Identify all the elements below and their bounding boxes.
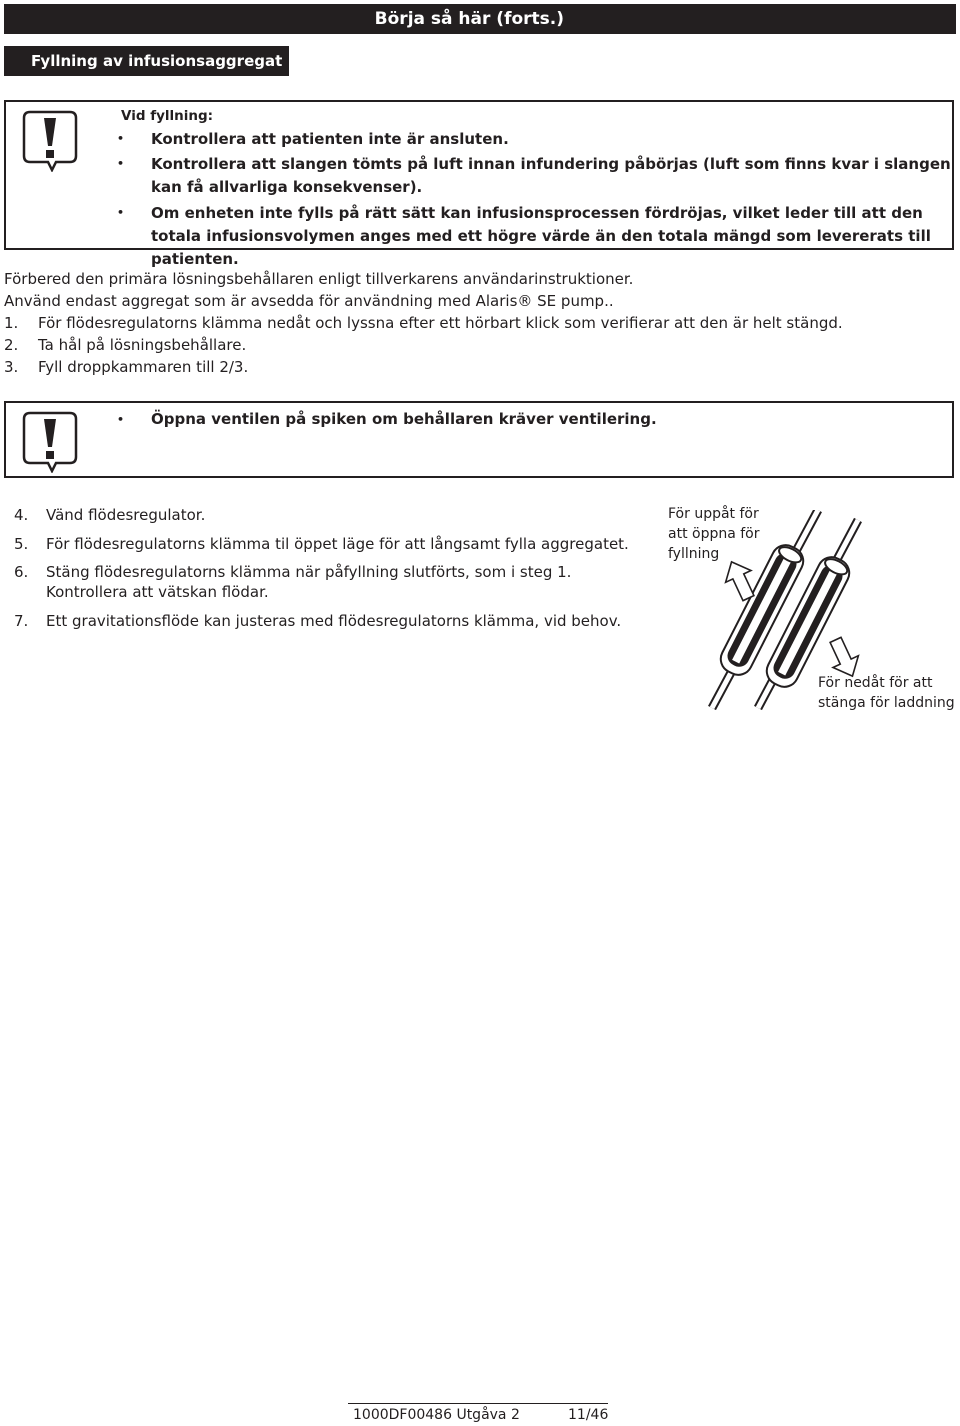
step-number: 1. xyxy=(4,314,19,332)
step-text: För flödesregulatorns klämma nedåt och lyssna efter ett hörbart klick som verifierar att den är helt stängd. xyxy=(38,314,843,332)
section-bar xyxy=(4,46,289,76)
step-number: 5. xyxy=(14,535,29,553)
footer-page-number: 11/46 xyxy=(568,1407,609,1423)
warning-bullet: Kontrollera att slangen tömts på luft innan infundering påbörjas (luft som finns kvar i slangen kan få allvarliga konsekvenser). xyxy=(151,155,951,196)
caution-exclamation-icon xyxy=(22,110,78,172)
step-text: För flödesregulatorns klämma til öppet läge för att långsamt fylla aggregatet. xyxy=(46,535,629,553)
bullet-icon: • xyxy=(117,132,125,145)
bullet-icon: • xyxy=(117,206,125,219)
step-item xyxy=(14,562,571,583)
step-item xyxy=(14,534,629,555)
instruction-paragraph: Förbered den primära lösningsbehållaren enligt tillverkarens användarinstruktioner. xyxy=(4,270,634,288)
footer-doc-id: 1000DF00486 Utgåva 2 xyxy=(353,1407,520,1423)
page-title: Börja så här (forts.) xyxy=(374,9,564,29)
arrow-up-icon xyxy=(722,558,758,602)
flow-regulator-illustration xyxy=(700,510,870,710)
section-title: Fyllning av infusionsaggregat xyxy=(31,52,283,70)
warning-bullet: Öppna ventilen på spiken om behållaren kräver ventilering. xyxy=(151,410,657,428)
step-item xyxy=(4,356,248,378)
warning-intro: Vid fyllning: xyxy=(121,108,214,124)
instruction-paragraph: Använd endast aggregat som är avsedda för användning med Alaris® SE pump.. xyxy=(4,292,614,310)
step-number: 6. xyxy=(14,563,29,581)
step-item xyxy=(14,505,205,526)
footer-rule xyxy=(348,1403,608,1404)
step-number: 4. xyxy=(14,506,29,524)
header-bar xyxy=(4,4,956,34)
caption-line: För uppåt för xyxy=(668,506,759,522)
step-text: Fyll droppkammaren till 2/3. xyxy=(38,358,249,376)
bullet-icon: • xyxy=(117,413,125,426)
warning-box xyxy=(4,401,954,478)
arrow-down-icon xyxy=(826,636,862,680)
step-text: Stäng flödesregulatorns klämma när påfyllning slutförts, som i steg 1. xyxy=(46,563,572,581)
step-text: Ett gravitationsflöde kan justeras med flödesregulatorns klämma, vid behov. xyxy=(46,612,622,630)
step-text: Vänd flödesregulator. xyxy=(46,506,206,524)
step-number: 2. xyxy=(4,336,19,354)
caption-line: För nedåt för att xyxy=(818,675,933,691)
step-item xyxy=(14,611,621,632)
step-text: Ta hål på lösningsbehållare. xyxy=(38,336,247,354)
step-item xyxy=(4,312,843,334)
warning-bullet: Kontrollera att patienten inte är ansluten. xyxy=(151,130,509,148)
caption-line: fyllning xyxy=(668,546,720,562)
warning-box xyxy=(4,100,954,268)
bullet-icon: • xyxy=(117,157,125,170)
step-item xyxy=(4,334,246,356)
caption-line: att öppna för xyxy=(668,526,760,542)
step-text-continuation: Kontrollera att vätskan flödar. xyxy=(46,583,269,601)
step-number: 3. xyxy=(4,358,19,376)
caption-line: stänga för laddning xyxy=(818,695,955,711)
warning-bullet: Om enheten inte fylls på rätt sätt kan infusionsprocessen fördröjas, vilket leder till att den totala infusionsvolymen anges med ett högre värde än den totala mängd som levererats till patienten. xyxy=(151,204,931,268)
step-number: 7. xyxy=(14,612,29,630)
caution-exclamation-icon xyxy=(22,411,78,473)
